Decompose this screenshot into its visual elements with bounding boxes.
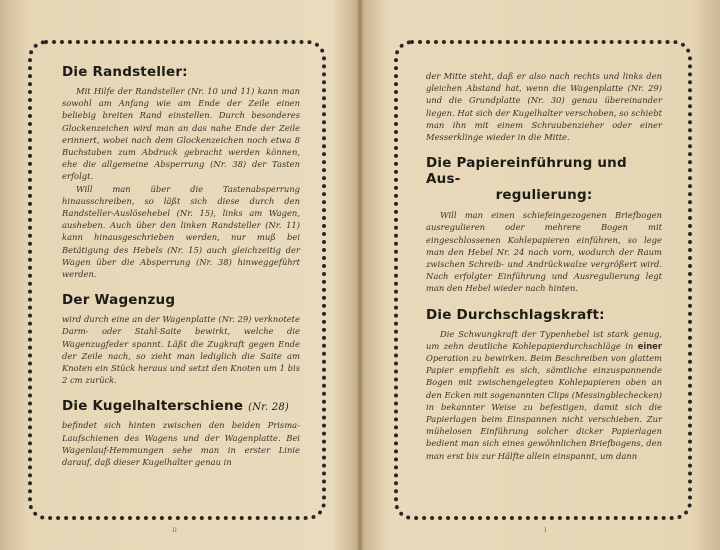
heading-papiereinfuehrung-line1: Die Papiereinführung und Aus-	[426, 155, 627, 188]
heading-durchschlagskraft: Die Durchschlagskraft:	[426, 306, 605, 323]
paragraph-durchschlagskraft	[426, 328, 662, 462]
right-page-content	[426, 70, 662, 462]
left-page-content	[62, 64, 300, 468]
paragraph-randsteller-2: Will man über die Tastenabsperrung hinausschreiben, so läßt sich diese durch den Randsteller-Auslösehebel (Nr. 15), links am Wagen, ausheben. Auch über den linken Randsteller (Nr. 11) kann hinausgeschrieben werden, nur muß bei Betätigung des Hebels (Nr. 15) auch gleichzeitig der Wagen über die Absperrung (Nr. 38) hinweggeführt werden.	[62, 183, 300, 280]
heading-kugelhalterschiene-number: (Nr. 28)	[248, 402, 290, 414]
paragraph-durchschlagskraft-part1: Die Schwungkraft der Typenhebel ist stark genug, um zehn deutliche Kohlepapierdurchschläge in	[426, 328, 662, 351]
left-page-mark: ıı	[172, 525, 178, 534]
heading-kugelhalterschiene-text: Die Kugelhalterschiene	[62, 398, 244, 415]
paragraph-durchschlagskraft-part2: Operation zu bewirken. Beim Beschreiben von glattem Papier empfiehlt es sich, sämtliche einzuspannende Bogen mit zwischengelegten Kohlepapieren oben an den Ecken mit sogenannten Clips (Messingblechecken) in bekannter Weise zu befestigen, damit sich die Papierlagen beim Einspannen nicht verschieben. Zur mühelosen Einführung solcher dicker Papierlagen bedient man sich eines gewöhnlichen Briefbogens, den man erst bis zur Hälfte allein einspannt, um dann	[426, 353, 662, 461]
paragraph-randsteller-1: Mit Hilfe der Randsteller (Nr. 10 und 11) kann man sowohl am Anfang wie am Ende der Zeile einen beliebig breiten Rand einstellen. Durch besonderes Glockenzeichen wird man an das nahe Ende der Zeile erinnert, wobei nach dem Glockenzeichen noch etwa 8 Buchstaben zum Abdruck gebracht werden können, ehe die allgemeine Absperrung (Nr. 38) der Tasten erfolgt.	[62, 86, 300, 182]
heading-randsteller: Die Randsteller:	[62, 64, 188, 80]
right-page-frame	[394, 40, 692, 520]
heading-papiereinfuehrung	[426, 155, 662, 203]
heading-wagenzug: Der Wagenzug	[62, 292, 176, 309]
right-page-mark: ı	[544, 525, 547, 534]
paragraph-continuation: der Mitte steht, daß er also nach rechts und links den gleichen Abstand hat, wenn die Wagenplatte (Nr. 29) und die Grundplatte (Nr. 30) genau übereinander liegen. Hat sich der Kugelhalter verschoben, so schiebt man ihn mit einem Schraubenzieher oder einer Messerklinge wieder in die Mitte.	[426, 71, 662, 143]
paragraph-durchschlagskraft-emphasis: einer	[637, 340, 662, 351]
heading-kugelhalterschiene	[62, 398, 300, 414]
book-gutter	[356, 0, 364, 550]
left-page-frame	[28, 40, 326, 520]
paragraph-wagenzug: wird durch eine an der Wagenplatte (Nr. 29) verknotete Darm- oder Stahl-Saite bewirkt, welche die Wagenzugfeder spannt. Läßt die Zugkraft gegen Ende der Zeile nach, so zieht man lediglich die Saite am Knoten ein Stück heraus und setzt den Knoten um 1 bis 2 cm zurück.	[62, 314, 300, 386]
paragraph-papiereinfuehrung: Will man einen schiefeingezogenen Briefbogen ausregulieren oder mehrere Bogen mit eingeschlossenen Kohlepapieren einführen, so lege man den Hebel Nr. 24 nach vorn, wodurch der Raum zwischen Schreib- und Andrückwalze vergrößert wird. Nach erfolgter Einführung und Ausregulierung legt man den Hebel wieder nach hinten.	[426, 210, 662, 294]
heading-papiereinfuehrung-line2: regulierung:	[495, 187, 593, 204]
paragraph-kugelhalterschiene: befindet sich hinten zwischen den beiden Prisma-Laufschienen des Wagens und der Wagenplatte. Bei Wagenlauf-Hemmungen sehe man in erster Linie darauf, daß dieser Kugelhalter genau in	[62, 420, 300, 468]
